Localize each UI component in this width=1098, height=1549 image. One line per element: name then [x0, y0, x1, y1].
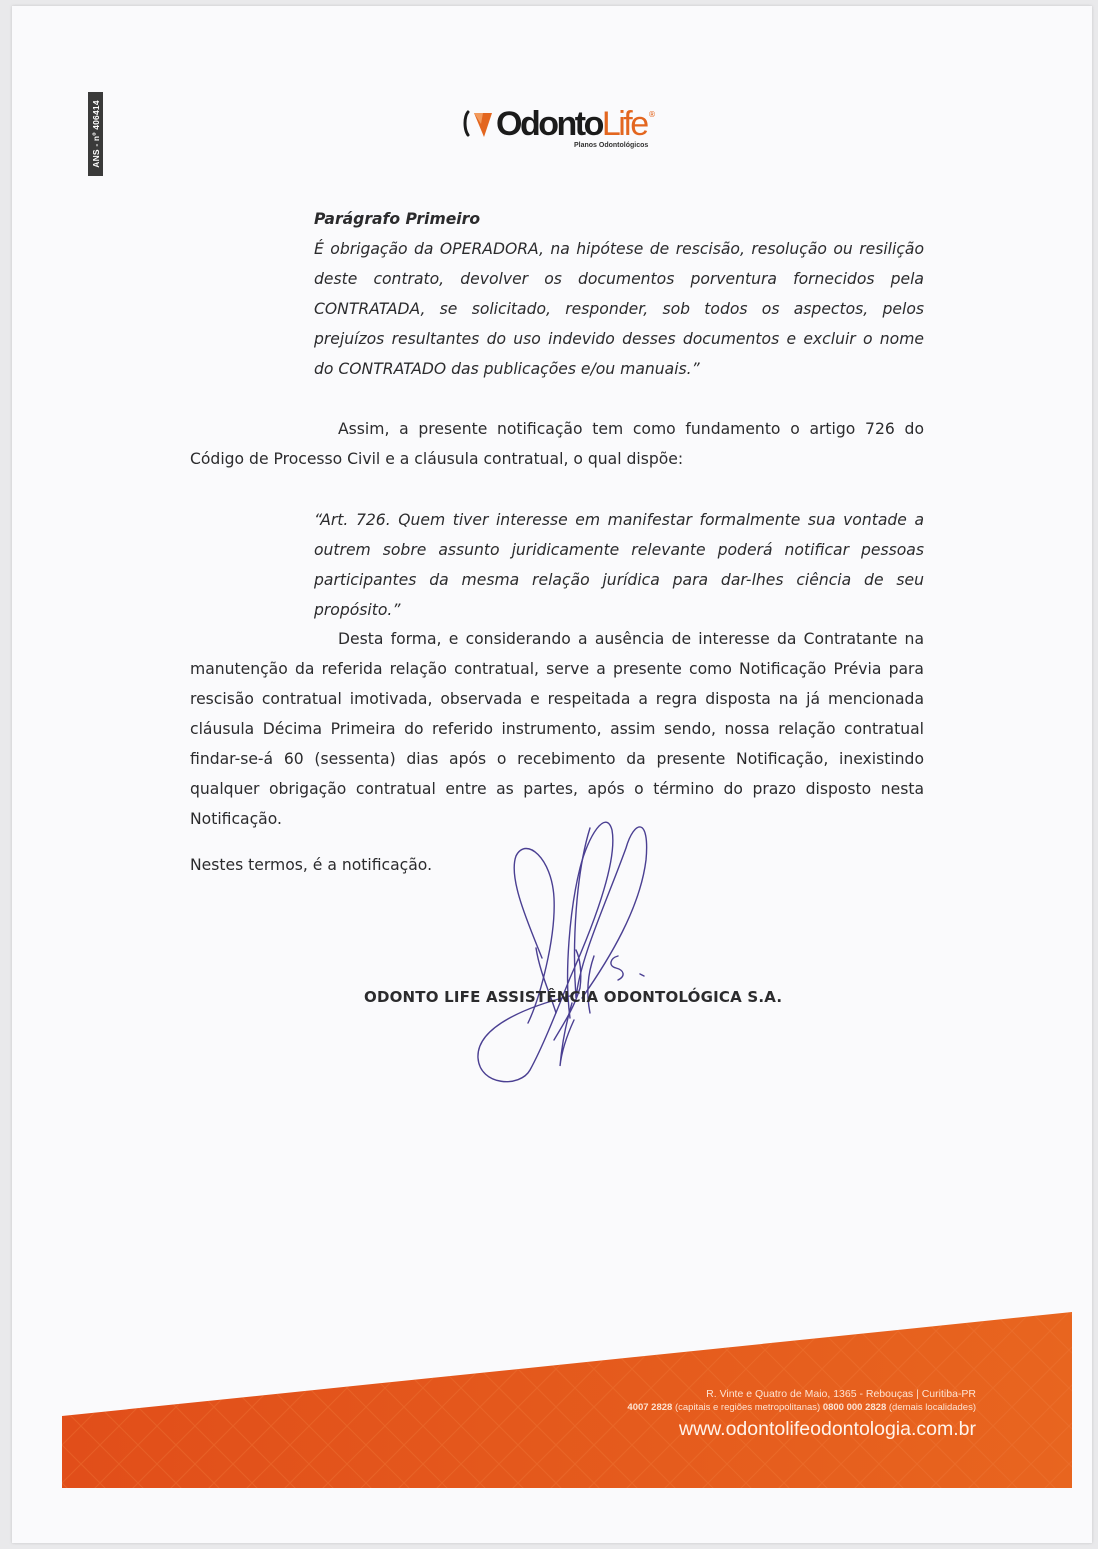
footer-address: R. Vinte e Quatro de Maio, 1365 - Rebouças | Curitiba-PR	[706, 1388, 976, 1400]
paragraph-legal-basis: Assim, a presente notificação tem como fundamento o artigo 726 do Código de Processo Civil e a cláusula contratual, o qual dispõe:	[190, 420, 924, 468]
logo-wordmark-bold: Odonto	[496, 105, 602, 143]
legal-quote: “Art. 726. Quem tiver interesse em manifestar formalmente sua vontade a outrem sobre assunto juridicamente relevante poderá notificar pessoas participantes da mesma relação jurídica para dar-lhes ciência de seu propósito.”	[314, 511, 924, 619]
signatory-name: ODONTO LIFE ASSISTÊNCIA ODONTOLÓGICA S.A.	[364, 988, 783, 1006]
footer-website-link[interactable]: www.odontolifeodontologia.com.br	[678, 1418, 976, 1440]
logo-registered-mark: ®	[648, 110, 656, 119]
company-logo	[460, 102, 670, 158]
closing-line: Nestes termos, é a notificação.	[190, 856, 433, 874]
phone-other-note: (demais localidades)	[888, 1402, 976, 1413]
phone-capitals-note: (capitais e regiões metropolitanas)	[674, 1402, 821, 1413]
logo-wordmark	[496, 102, 647, 146]
section-heading: Parágrafo Primeiro	[314, 210, 481, 228]
footer-banner	[62, 1312, 1072, 1488]
logo-wordmark-light: Life	[601, 105, 647, 143]
logo-tooth-icon	[462, 108, 496, 140]
phone-other: 0800 000 2828	[822, 1402, 887, 1413]
phone-capitals: 4007 2828	[627, 1402, 673, 1413]
ans-registration-text: ANS - nº 406414	[90, 100, 101, 168]
paragraph-notification: Desta forma, e considerando a ausência de interesse da Contratante na manutenção da referida relação contratual, serve a presente como Notificação Prévia para rescisão contratual imotivada, observada e respeitada a regra disposta na já mencionada cláusula Décima Primeira do referido instrumento, assim sendo, nossa relação contratual findar-se-á 60 (sessenta) dias após o recebimento da presente Notificação, inexistindo qualquer obrigação contratual entre as partes, após o término do prazo disposto nesta Notificação.	[190, 630, 924, 828]
ans-registration-tag	[88, 92, 103, 176]
handwritten-signature	[470, 808, 670, 1088]
paragraph-first-clause: É obrigação da OPERADORA, na hipótese de rescisão, resolução ou resilição deste contrato, devolver os documentos porventura fornecidos pela CONTRATADA, se solicitado, responder, sob todos os aspectos, pelos prejuízos resultantes do uso indevido desses documentos e excluir o nome do CONTRATADO das publicações e/ou manuais.”	[314, 240, 924, 378]
logo-tagline: Planos Odontológicos	[574, 142, 649, 149]
footer-phones	[627, 1402, 976, 1413]
